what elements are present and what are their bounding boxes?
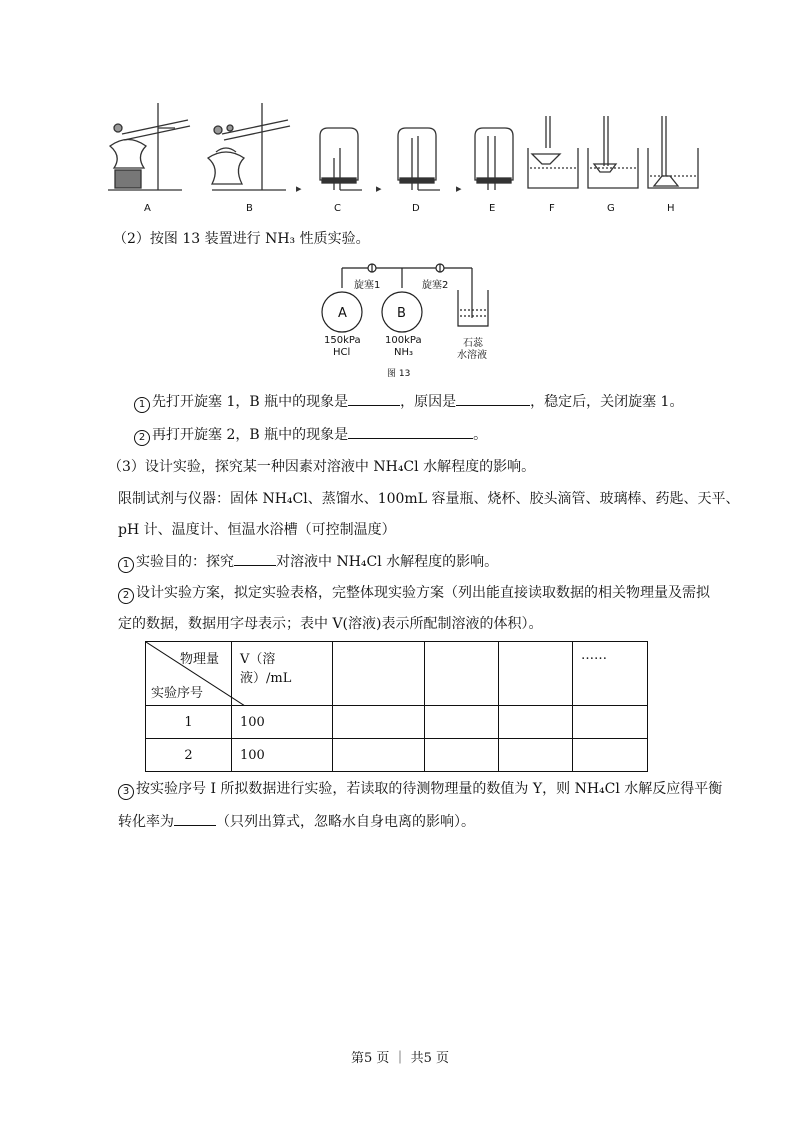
label-c: C: [334, 203, 341, 214]
part3-q2-line2: 定的数据，数据用字母表示；表中 V(溶液)表示所配制溶液的体积）。: [118, 616, 543, 632]
table-cell[interactable]: [425, 739, 499, 772]
header-volume: V（溶液）/mL: [232, 642, 333, 706]
label-f: F: [549, 203, 555, 214]
table-cell[interactable]: [425, 706, 499, 739]
row-number: 2: [146, 739, 232, 772]
svg-text:▸: ▸: [456, 182, 462, 195]
circle-number: 2: [134, 430, 150, 446]
label-b: B: [246, 203, 253, 214]
table-cell[interactable]: [499, 706, 573, 739]
circle-number: 1: [118, 557, 134, 573]
label-g: G: [607, 203, 615, 214]
experiment-table: [145, 641, 648, 772]
flask-a-letter: A: [338, 306, 347, 321]
figure-13-diagram: [318, 258, 498, 338]
diag-top-label: 物理量: [180, 652, 220, 667]
svg-text:▸: ▸: [376, 182, 382, 195]
label-d: D: [412, 203, 420, 214]
part3-reagents-2: pH 计、温度计、恒温水浴槽（可控制温度）: [118, 522, 396, 538]
page-footer: 第5 页 ｜ 共5 页: [350, 1051, 450, 1066]
flask-a-pressure: 150kPa: [324, 335, 361, 346]
label-h: H: [667, 203, 675, 214]
part3-q3-line2: 转化率为 （只列出算式，忽略水自身电离的影响）。: [118, 811, 475, 832]
answer-blank[interactable]: [348, 391, 400, 406]
header-ellipsis: ……: [573, 642, 648, 706]
flask-b-gas: NH₃: [394, 347, 414, 358]
diagonal-header-cell: [146, 642, 232, 706]
part2-q1: 1 先打开旋塞 1，B 瓶中的现象是 ，原因是 ，稳定后，关闭旋塞 1。: [134, 391, 683, 413]
figure-caption: 图 13: [387, 369, 411, 379]
flask-b-letter: B: [397, 306, 406, 321]
row-volume: 100: [232, 739, 333, 772]
row-number: 1: [146, 706, 232, 739]
table-cell[interactable]: [499, 739, 573, 772]
part2-q2: 2 再打开旋塞 2，B 瓶中的现象是 。: [134, 424, 487, 446]
part2-heading: （2）按图 13 装置进行 NH₃ 性质实验。: [113, 231, 370, 247]
stopcock-1-label: 旋塞1: [354, 280, 381, 291]
answer-blank[interactable]: [234, 551, 276, 566]
table-cell[interactable]: [573, 739, 648, 772]
table-cell[interactable]: [333, 739, 425, 772]
answer-blank[interactable]: [456, 391, 530, 406]
part3-heading: （3）设计实验，探究某一种因素对溶液中 NH₄Cl 水解程度的影响。: [108, 459, 536, 475]
row-volume: 100: [232, 706, 333, 739]
circle-number: 1: [134, 397, 150, 413]
flask-a-gas: HCl: [333, 347, 351, 358]
stopcock-2-label: 旋塞2: [422, 280, 449, 291]
table-cell[interactable]: [333, 706, 425, 739]
header-blank[interactable]: [499, 642, 573, 706]
svg-text:▸: ▸: [296, 182, 302, 195]
header-blank[interactable]: [333, 642, 425, 706]
part3-q1: 1 实验目的：探究 对溶液中 NH₄Cl 水解程度的影响。: [118, 551, 498, 573]
part3-q3-line1: 3 按实验序号 I 所拟数据进行实验，若读取的待测物理量的数值为 Y，则 NH₄Cl 水解反应得平衡: [118, 779, 722, 800]
beaker-label-2: 水溶液: [457, 350, 487, 361]
circle-number: 2: [118, 588, 134, 604]
header-blank[interactable]: [425, 642, 499, 706]
table-row: [146, 739, 648, 772]
flask-b-pressure: 100kPa: [385, 335, 422, 346]
table-cell[interactable]: [573, 706, 648, 739]
part3-reagents-1: 限制试剂与仪器：固体 NH₄Cl、蒸馏水、100mL 容量瓶、烧杯、胶头滴管、玻璃棒、药匙、天平、: [118, 491, 740, 507]
label-e: E: [489, 203, 496, 214]
label-a: A: [144, 203, 151, 214]
circle-number: 3: [118, 784, 134, 800]
beaker-label-1: 石蕊: [463, 338, 483, 349]
diag-bottom-label: 实验序号: [151, 686, 204, 701]
part3-q2-line1: 2 设计实验方案，拟定实验表格，完整体现实验方案（列出能直接读取数据的相关物理量及需拟: [118, 583, 710, 604]
answer-blank[interactable]: [348, 424, 473, 439]
table-row: [146, 706, 648, 739]
answer-blank[interactable]: [174, 811, 216, 826]
